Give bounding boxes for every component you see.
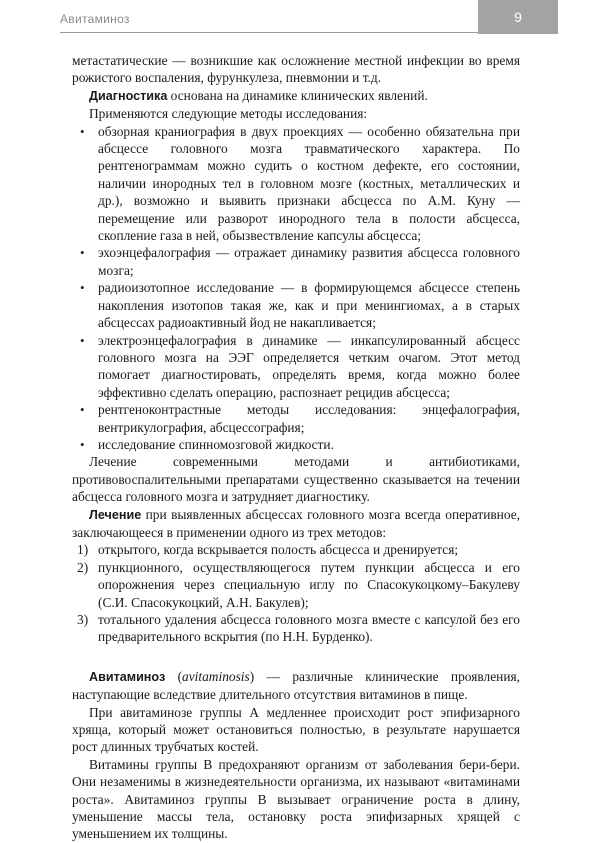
list-item: • рентгеноконтрастные методы исследования: энцефалография, вентрикулография, абсцессография; [98, 401, 520, 436]
list-number: 1) [77, 542, 89, 558]
page-body [72, 52, 520, 843]
methods-list [72, 123, 520, 454]
list-item [77, 541, 520, 558]
running-head: Авитаминоз [60, 12, 130, 26]
diagnostics-paragraph [72, 87, 520, 105]
list-number: 2) [77, 559, 89, 575]
avitaminosis-paragraph: Авитаминоз (avitaminosis) — различные клинические проявления, наступающие вследствие длительного отсутствия витаминов в пище. [72, 668, 520, 703]
diagnostics-heading: Диагностика [89, 88, 168, 103]
list-item-text: пункционного, осуществляющегося путем пункции абсцесса и его опорожнения через специальную иглу по Спасокукоцкому–Бакулеву (С.И. Спасокукоцкий, А.Н. Бакулев); [98, 559, 520, 610]
list-item: • обзорная краниография в двух проекциях — особенно обязательна при абсцессе головного мозга травматического характера. По рентгенограммам можно судить о костном дефекте, его состоянии, наличии инородных тел в головном мозге (костных, металлических и др.), возможно и выявить признаки абсцесса по А.М. Куну — перемещение или разворот инородного тела в полости абсцесса, скопление газа в ней, обызвествление капсулы абсцесса; [98, 123, 520, 245]
treatment-heading: Лечение [89, 507, 142, 522]
list-item [77, 559, 520, 611]
list-item-text: открытого, когда вскрывается полость абсцесса и дренируется; [98, 542, 459, 558]
treatment-paragraph [72, 506, 520, 542]
methods-intro: Применяются следующие методы исследования: [89, 106, 368, 122]
avitaminosis-latin: avitaminosis [182, 668, 250, 684]
list-item: • электроэнцефалография в динамике — инкапсулированный абсцесс головного мозга на ЭЭГ определяется четким очагом. Этот метод помогает диагностировать, определять время, когда можно более эффективно сделать операцию, распознает рецидив абсцесса; [98, 332, 520, 402]
treatment-text: при выявленных абсцессах головного мозга всегда оперативное, заключающееся в применении одного из трех методов: [72, 506, 520, 540]
list-item-text: тотального удаления абсцесса головного мозга вместе с капсулой без его предварительного вскрытия (по Н.Н. Бурденко). [98, 612, 520, 645]
list-number: 3) [77, 612, 89, 627]
list-item: • эхоэнцефалография — отражает динамику развития абсцесса головного мозга; [98, 244, 520, 279]
list-item: • радиоизотопное исследование — в формирующемся абсцессе степень накопления изотопов такая же, как и при менингиомах, а в старых абсцессах радиоактивный йод не накапливается; [98, 279, 520, 331]
avitaminosis-text: — различные клинические проявления, наступающие вследствие длительного отсутствия витаминов в пище. [72, 668, 520, 703]
avitaminosis-heading: Авитаминоз [89, 669, 166, 684]
page-number-tab [478, 0, 558, 34]
modern-treatment-paragraph: Лечение современными методами и антибиотиками, противовоспалительными препаратами существенно сказывается на течении абсцесса головного мозга и затрудняет диагностику. [72, 454, 520, 505]
group-b-paragraph: Витамины группы В предохраняют организм от заболевания бери-бери. Они незаменимы в жизнедеятельности организма, их называют «витаминами роста». Авитаминоз группы В вызывает ограничение роста в длину, уменьшение массы тела, остановку роста эпифизарных хрящей с уменьшением их толщины. [72, 756, 520, 842]
list-item [77, 611, 520, 646]
intro-paragraph: метастатические — возникшие как осложнение местной инфекции во время рожистого воспаления, фурункулеза, пневмонии и т.д. [72, 53, 520, 86]
header-rule [60, 32, 480, 33]
section-spacer [72, 646, 520, 668]
page-header [0, 0, 600, 34]
treatment-methods-list [72, 541, 520, 645]
list-item: • исследование спинномозговой жидкости. [98, 436, 520, 453]
group-a-paragraph: При авитаминозе группы А медленнее происходит рост эпифизарного хряща, который может остановиться полностью, в результате нарушается рост длинных трубчатых костей. [72, 704, 520, 755]
page-number: 9 [514, 9, 522, 25]
diagnostics-text: основана на динамике клинических явлений. [167, 87, 428, 103]
